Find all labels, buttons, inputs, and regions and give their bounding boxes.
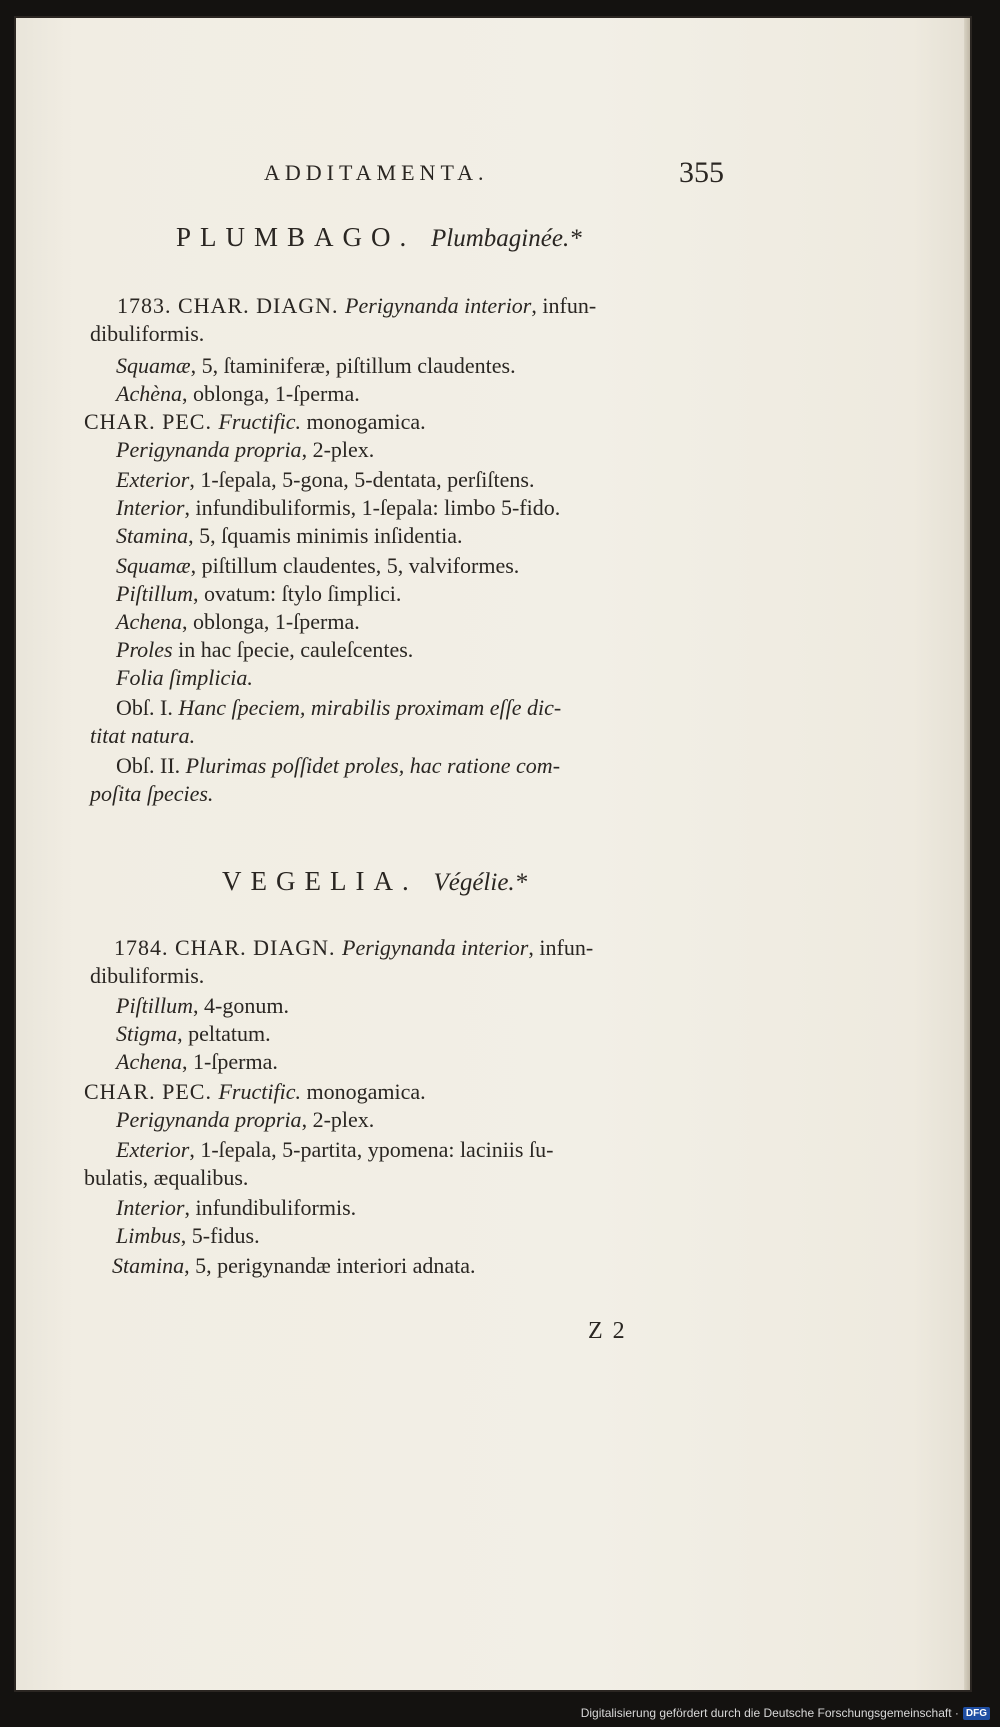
text-line: Piſtillum, ovatum: ſtylo ſimplici. xyxy=(116,581,402,606)
asterisk-mark: * xyxy=(569,225,582,252)
text-line: poſita ſpecies. xyxy=(90,781,214,806)
page-number: 355 xyxy=(679,156,724,189)
text-line: Perigynanda propria, 2-plex. xyxy=(116,1107,375,1132)
asterisk-mark: * xyxy=(514,869,528,896)
signature-mark: Z 2 xyxy=(588,1318,627,1344)
page-edge xyxy=(964,18,970,1690)
text-line: Squamæ, piſtillum claudentes, 5, valviformes. xyxy=(116,553,520,578)
text-line: Interior, infundibuliformis, 1-ſepala: limbo 5-fido. xyxy=(116,495,561,520)
text-line: bulatis, æqualibus. xyxy=(84,1165,249,1190)
text-line: Achena, oblonga, 1-ſperma. xyxy=(116,609,360,634)
text-line: Folia ſimplicia. xyxy=(116,665,253,690)
vernacular-name: Plumbaginée. xyxy=(431,225,570,252)
text-line: Interior, infundibuliformis. xyxy=(116,1195,357,1220)
text-line: dibuliformis. xyxy=(90,963,205,988)
text-line: Obſ. I. Hanc ſpeciem, mirabilis proximam eſſe dic- xyxy=(116,695,562,720)
text-line: Squamæ, 5, ſtaminiferæ, piſtillum claudentes. xyxy=(116,353,516,378)
text-line: Achena, 1-ſperma. xyxy=(116,1049,278,1074)
text-line: Achèna, oblonga, 1-ſperma. xyxy=(116,381,360,406)
genus-heading xyxy=(176,222,582,253)
dfg-logo: DFG xyxy=(963,1707,990,1720)
text-line: 1784. CHAR. DIAGN. Perigynanda interior, infun- xyxy=(114,935,594,960)
text-line: titat natura. xyxy=(90,723,196,748)
vernacular-name: Végélie. xyxy=(433,869,515,896)
genus-name: VEGELIA. xyxy=(222,866,418,896)
genus-name: PLUMBAGO. xyxy=(176,222,416,252)
text-line: Proles in hac ſpecie, cauleſcentes. xyxy=(116,637,414,662)
text-line: dibuliformis. xyxy=(90,321,205,346)
genus-heading xyxy=(222,866,527,897)
text-line: Piſtillum, 4-gonum. xyxy=(116,993,289,1018)
text-line: Stigma, peltatum. xyxy=(116,1021,271,1046)
text-line: CHAR. PEC. Fructific. monogamica. xyxy=(84,409,426,434)
text-line: Obſ. II. Plurimas poſſidet proles, hac ratione com- xyxy=(116,753,561,778)
text-line: CHAR. PEC. Fructific. monogamica. xyxy=(84,1079,426,1104)
credit-text: Digitalisierung gefördert durch die Deutsche Forschungsgemeinschaft · xyxy=(580,1706,959,1720)
book-page xyxy=(16,18,970,1690)
text-line: Stamina, 5, ſquamis minimis inſidentia. xyxy=(116,523,463,548)
text-line: Stamina, 5, perigynandæ interiori adnata. xyxy=(112,1253,476,1278)
text-line: Limbus, 5-fidus. xyxy=(116,1223,260,1248)
running-head: ADDITAMENTA. xyxy=(264,160,489,185)
text-line: Exterior, 1-ſepala, 5-partita, ypomena: laciniis ſu- xyxy=(116,1137,554,1162)
text-line: 1783. CHAR. DIAGN. Perigynanda interior, infun- xyxy=(117,293,597,318)
text-line: Exterior, 1-ſepala, 5-gona, 5-dentata, perſiſtens. xyxy=(116,467,535,492)
digitization-credit xyxy=(581,1706,990,1720)
text-line: Perigynanda propria, 2-plex. xyxy=(116,437,375,462)
